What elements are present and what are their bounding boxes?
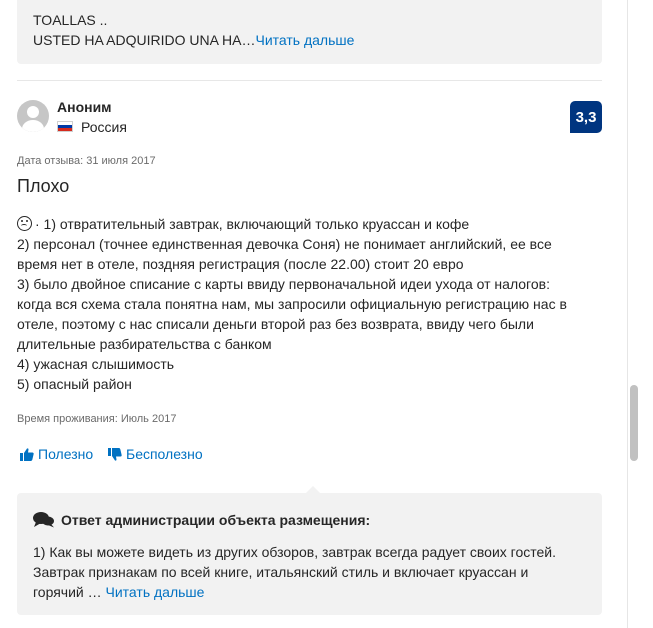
review-score-badge: 3,3 (570, 101, 602, 133)
previous-review-card (17, 0, 602, 64)
thumbs-down-icon (108, 448, 122, 461)
reply-line: 1) Как вы можете видеть из других обзоров, завтрак всегда радует своих гостей. (33, 544, 557, 560)
review-line: 5) опасный район (17, 376, 132, 392)
reply-text (33, 542, 586, 602)
review-line: 2) персонал (точнее единственная девочка Соня) не понимает английский, ее все (17, 236, 552, 252)
speech-bubbles-icon (33, 511, 55, 528)
previous-review-line: TOALLAS .. (33, 12, 108, 28)
review-title: Плохо (17, 176, 70, 196)
review-line: · 1) отвратительный завтрак, включающий только круассан и кофе (17, 214, 607, 234)
review-line: длительные разбирательства с банком (17, 336, 272, 352)
review-line: когда вся схема стала понятна нам, мы запросили официальную регистрацию нас в (17, 296, 567, 312)
helpful-label: Полезно (38, 446, 94, 462)
sad-face-icon (17, 216, 32, 231)
unhelpful-button[interactable] (108, 446, 203, 462)
review-line: 4) ужасная слышимость (17, 356, 175, 372)
property-reply-card (17, 493, 602, 615)
review-divider (17, 80, 602, 81)
reply-line: Завтрак признакам по всей книге, итальянский стиль и включает круассан и (33, 564, 529, 580)
scrollbar-track (627, 0, 628, 628)
russia-flag-icon (57, 121, 73, 132)
reviewer-name: Аноним (57, 99, 112, 115)
helpful-button[interactable] (20, 446, 93, 462)
review-line: отеле, поэтому с нас списали деньги второй раз без возврата, ввиду чего были (17, 316, 534, 332)
unhelpful-label: Бесполезно (126, 446, 203, 462)
reviewer-country: Россия (81, 119, 127, 135)
previous-review-text: USTED HA ADQUIRIDO UNA HA… (33, 32, 256, 48)
scrollbar-thumb[interactable] (630, 385, 638, 461)
review-negative-text (17, 214, 607, 394)
reply-read-more-link[interactable]: Читать дальше (105, 584, 205, 600)
avatar (17, 100, 49, 132)
review-date: Дата отзыва: 31 июля 2017 (17, 155, 156, 167)
review-line: 3) было двойное списание с карты ввиду первоначальной идеи ухода от налогов: (17, 276, 550, 292)
previous-review-line (33, 30, 586, 50)
read-more-link[interactable]: Читать дальше (255, 32, 355, 48)
stay-time: Время проживания: Июль 2017 (17, 413, 177, 425)
reply-header (33, 511, 586, 528)
thumbs-up-icon (20, 448, 34, 461)
reply-line: горячий … Читать дальше (33, 584, 205, 600)
review-line: время нет в отеле, поздняя регистрация (после 22.00) стоит 20 евро (17, 256, 464, 272)
reply-header-text: Ответ администрации объекта размещения: (61, 511, 371, 528)
